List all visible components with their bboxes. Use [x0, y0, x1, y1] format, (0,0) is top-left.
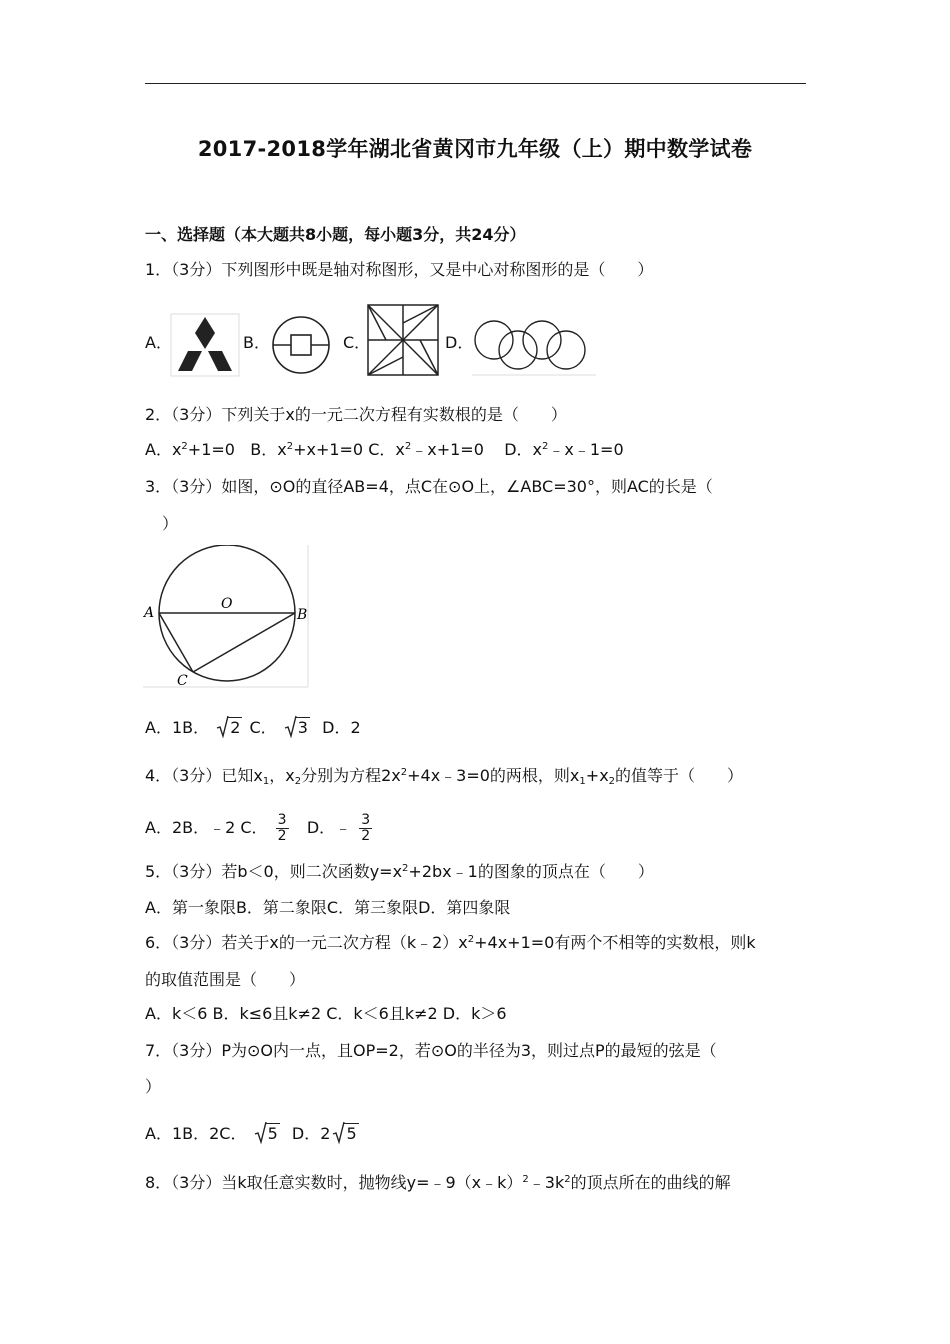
point-o-label: O — [221, 596, 233, 612]
question-1-stem: 1．（3分）下列图形中既是轴对称图形，又是中心对称图形的是（ ） — [145, 260, 654, 279]
question-4-stem: 4．（3分）已知$x_1$，$x_2$分别为方程$2x^2+4x﹣3=0$的两根，则$x_1+x_2$的值等于（ ） — [145, 766, 744, 787]
q2-option-c: C．$x^2﹣x+1=0$ — [368, 440, 484, 459]
question-5-options: A．第一象限B．第二象限C．第三象限D．第四象限 — [145, 898, 511, 917]
q1-option-c-label: C． — [343, 333, 371, 352]
question-3-options: A．1B． 2 C． 3 D．2 — [145, 718, 361, 737]
point-a-label: A — [144, 605, 155, 621]
q1-figure-b-coin — [268, 313, 336, 377]
question-8-stem: 8．（3分）当k取任意实数时，抛物线$y=﹣9(x﹣k)^2﹣3k^2$的顶点所在的曲线的解 — [145, 1173, 731, 1192]
question-7-stem-end: ） — [145, 1077, 162, 1096]
q1-option-a-label: A． — [145, 333, 172, 352]
question-6-stem-cont: 的取值范围是（ ） — [145, 970, 306, 989]
fraction-neg-3-over-2: $\frac{3}{2}$ — [361, 812, 371, 844]
sqrt-5-b: 5 — [332, 1124, 358, 1144]
question-2-stem: 2．（3分）下列关于x的一元二次方程有实数根的是（ ） — [145, 405, 567, 424]
question-7-options: A．1B．2C． 5 D．2 5 — [145, 1124, 357, 1143]
question-5-stem: 5．（3分）若b＜0，则二次函数$y=x^2+2bx﹣1$的图象的顶点在（ ） — [145, 862, 654, 881]
section-heading: 一、选择题（本大题共8小题，每小题3分，共24分） — [145, 225, 526, 244]
sqrt-3: 3 — [284, 718, 310, 738]
top-rule — [145, 83, 806, 84]
q3-circle-figure — [143, 545, 311, 689]
q2-option-b: B．$x^2+x+1=0$ — [250, 440, 364, 459]
q1-option-b-label: B． — [243, 333, 270, 352]
page-title: 2017-2018学年湖北省黄冈市九年级（上）期中数学试卷 — [197, 137, 753, 161]
question-3-stem: 3．（3分）如图，⊙O的直径AB=4，点C在⊙O上，∠ABC=30°，则AC的长是（ — [145, 477, 713, 496]
sqrt-2: 2 — [216, 718, 242, 738]
question-3-stem-end: ） — [162, 514, 179, 533]
question-6-options: A．k＜6 B．k≤6且k≠2 C．k＜6且k≠2 D．k＞6 — [145, 1004, 507, 1023]
sqrt-5: 5 — [254, 1124, 280, 1144]
q1-figure-c-pinwheel — [366, 303, 440, 377]
fraction-3-over-2: $\frac{3}{2}$ — [277, 812, 287, 844]
q2-option-d: D．$x^2﹣x﹣1=0$ — [504, 440, 624, 459]
question-2-options — [145, 440, 624, 460]
point-c-label: C — [177, 673, 188, 689]
question-6-stem: 6．（3分）若关于x的一元二次方程$(k﹣2)x^2+4x+1=0$有两个不相等的实数根，则k — [145, 933, 756, 952]
q2-option-a: A．$x^2+1=0$ — [145, 440, 235, 459]
q1-figure-d-rings — [472, 316, 596, 376]
q1-figure-a-three-diamonds — [170, 313, 240, 377]
q1-option-d-label: D． — [445, 333, 474, 352]
point-b-label: B — [297, 607, 308, 623]
question-4-options: A．2B．﹣2 C． $\frac{3}{2}$ D．﹣ $\frac{3}{2}$ — [145, 812, 371, 844]
question-7-stem: 7．（3分）P为⊙O内一点，且OP=2，若⊙O的半径为3，则过点P的最短的弦是（ — [145, 1041, 717, 1060]
